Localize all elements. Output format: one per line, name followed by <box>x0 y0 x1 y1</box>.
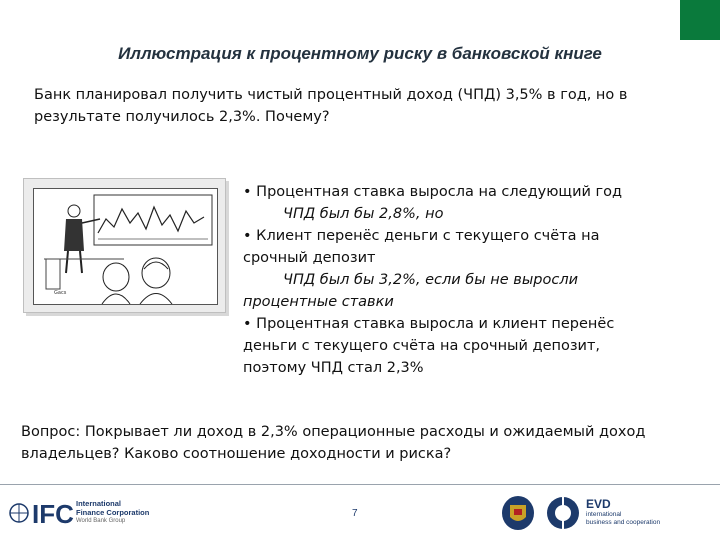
bullet-2-note: ЧПД был бы 3,2%, если бы не выросли <box>283 272 579 288</box>
cartoon-frame <box>23 178 226 313</box>
ifc-line1: International <box>76 499 122 508</box>
cartoon-illustration <box>33 188 218 305</box>
svg-text:Gacs: Gacs <box>54 290 67 296</box>
ifc-caption <box>76 499 149 526</box>
bullet-1-note: ЧПД был бы 2,8%, но <box>283 206 444 222</box>
bullet-2-note-cont: процентные ставки <box>243 294 394 310</box>
bullet-3: • Процентная ставка выросла и клиент перенёс деньги с текущего счёта на срочный депозит, поэтому ЧПД стал 2,3% <box>243 316 615 376</box>
slide-title: Иллюстрация к процентному риску в банковской книге <box>118 44 602 63</box>
intro-text: Банк планировал получить чистый процентный доход (ЧПД) 3,5% в год, но в результате получилось 2,3%. Почему? <box>34 87 628 125</box>
evd-mark: EVD <box>586 497 611 511</box>
evd-caption <box>586 498 660 527</box>
ifc-line3: World Bank Group <box>76 518 126 524</box>
footer-divider <box>0 484 720 485</box>
ifc-mark: IFC <box>32 499 74 529</box>
corner-accent <box>680 0 720 40</box>
bullet-2: • Клиент перенёс деньги с текущего счёта на срочный депозит <box>243 228 600 266</box>
evd-line1: international <box>586 511 622 518</box>
ifc-line2: Finance Corporation <box>76 508 150 517</box>
evd-line2: business and cooperation <box>586 519 661 526</box>
question-text: Вопрос: Покрывает ли доход в 2,3% операционные расходы и ожидаемый доход владельцев? Каково соотношение доходности и риска? <box>21 424 646 462</box>
bullet-list <box>243 181 653 379</box>
bullet-1: • Процентная ставка выросла на следующий год <box>243 184 623 200</box>
page-number: 7 <box>352 508 358 519</box>
cartoon-drawing <box>34 189 217 304</box>
coat-of-arms-icon <box>500 495 536 531</box>
evd-logo-icon <box>545 495 581 531</box>
